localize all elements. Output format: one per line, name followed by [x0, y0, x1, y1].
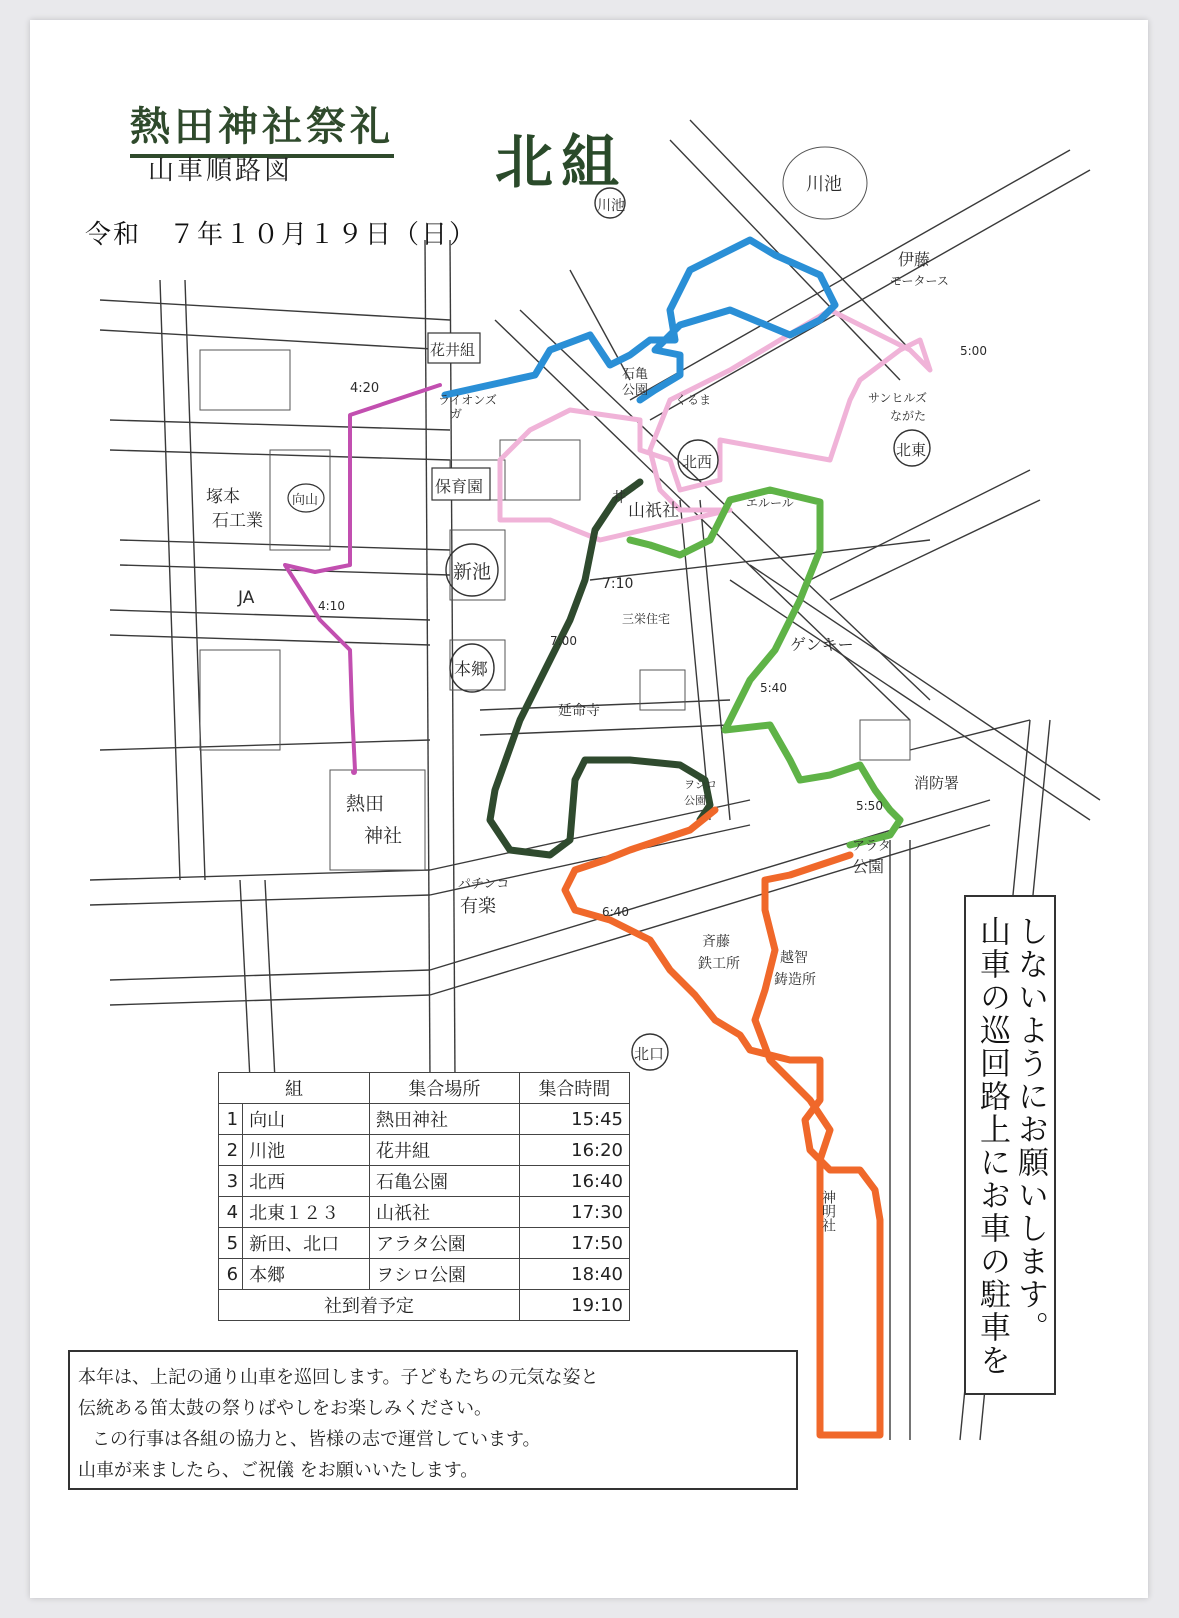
label-time-540: 5:40 — [760, 681, 787, 695]
start-point-mukaiyama — [351, 769, 357, 775]
row-time: 16:20 — [519, 1135, 629, 1166]
label-kuruma: くるま — [675, 393, 712, 407]
table-row — [219, 1135, 630, 1166]
label-koshi-2: 鋳造所 — [774, 972, 816, 988]
row-number: 4 — [219, 1197, 243, 1228]
label-arata-2: 公園 — [852, 857, 885, 876]
schedule-table — [218, 1072, 630, 1321]
row-time: 17:30 — [519, 1197, 629, 1228]
schedule-header-row — [219, 1073, 630, 1104]
arrival-time: 19:10 — [519, 1290, 629, 1321]
row-group: 北東１２３ — [243, 1197, 370, 1228]
label-shinmeisha: 神明社 — [820, 1190, 836, 1232]
label-time-700: 7:00 — [550, 634, 577, 648]
route-mukaiyama — [285, 385, 440, 770]
label-atsuta-shrine-1: 熱田 — [346, 793, 385, 815]
row-group: 新田、北口 — [243, 1228, 370, 1259]
notice-column-2: しないようにお願いします。 — [1012, 915, 1048, 1344]
row-time: 17:50 — [519, 1228, 629, 1259]
row-number: 1 — [219, 1104, 243, 1135]
table-row — [219, 1197, 630, 1228]
label-ito-motors-2: モータース — [890, 274, 949, 288]
label-sangisha-well: 井 — [612, 490, 626, 506]
label-pachinko-2: 有楽 — [460, 896, 496, 917]
label-hemure: エルール — [746, 496, 794, 510]
row-number: 3 — [219, 1166, 243, 1197]
table-row — [219, 1166, 630, 1197]
label-arata-1: アラタ — [852, 839, 891, 854]
label-saito-1: 斉藤 — [702, 934, 730, 950]
label-ishigame-2: 公園 — [622, 383, 649, 398]
group-name: 北組 — [495, 128, 628, 196]
row-number: 2 — [219, 1135, 243, 1166]
row-number: 6 — [219, 1259, 243, 1290]
label-genki: ゲンキー — [790, 635, 854, 654]
label-tsukamoto-1: 塚本 — [206, 487, 240, 507]
row-time: 16:40 — [519, 1166, 629, 1197]
label-shinike: 新池 — [453, 561, 492, 583]
row-group: 本郷 — [243, 1259, 370, 1290]
row-time: 18:40 — [519, 1259, 629, 1290]
message-line-3: この行事は各組の協力と、皆様の志で運営しています。 — [92, 1429, 541, 1450]
label-sunhills-2: ながた — [890, 409, 927, 423]
label-saito-2: 鉄工所 — [698, 956, 740, 972]
label-atsuta-shrine-2: 神社 — [364, 825, 403, 847]
label-woshiro-1: ヲシロ — [684, 778, 717, 791]
row-group: 向山 — [243, 1104, 370, 1135]
row-place: ヲシロ公園 — [369, 1259, 519, 1290]
label-ja: JA — [238, 588, 255, 608]
row-number: 5 — [219, 1228, 243, 1259]
label-hokusei: 北西 — [682, 453, 713, 471]
page-title: 熱田神社祭礼 — [130, 95, 394, 158]
label-kawaike: 川池 — [806, 174, 842, 195]
table-row — [219, 1259, 630, 1290]
arrival-row — [219, 1290, 630, 1321]
building-blocks — [200, 147, 910, 870]
message-line-1: 本年は、上記の通り山車を巡回します。子どもたちの元気な姿と — [78, 1367, 599, 1388]
label-sunhills-1: サンヒルズ — [868, 391, 928, 405]
message-line-4: 山車が来ましたら、ご祝儀 をお願いいたします。 — [78, 1460, 479, 1481]
row-place: アラタ公園 — [369, 1228, 519, 1259]
label-ito-motors-1: 伊藤 — [898, 250, 931, 269]
label-time-640: 6:40 — [602, 905, 629, 919]
label-lions-2: ガ — [450, 407, 463, 421]
arrival-label: 社到着予定 — [219, 1290, 520, 1321]
table-row — [219, 1104, 630, 1135]
label-koshi-1: 越智 — [780, 950, 808, 966]
label-hongo: 本郷 — [454, 660, 488, 680]
row-place: 山祇社 — [369, 1197, 519, 1228]
label-time-500: 5:00 — [960, 344, 987, 358]
label-time-410: 4:10 — [318, 599, 345, 613]
row-place: 熱田神社 — [369, 1104, 519, 1135]
page-subtitle: 山車順路図 — [148, 156, 294, 186]
label-hokuto: 北東 — [896, 441, 927, 459]
label-pachinko-1: パチンコ — [458, 877, 510, 892]
row-group: 川池 — [243, 1135, 370, 1166]
event-date: 令和 ７年１０月１９日（日） — [85, 220, 478, 250]
label-lions-1: ライオンズ — [438, 393, 497, 407]
label-sangisha: 山祇社 — [628, 501, 679, 521]
row-group: 北西 — [243, 1166, 370, 1197]
header-place: 集合場所 — [369, 1073, 519, 1104]
header-group: 組 — [219, 1073, 370, 1104]
label-hanaigumi: 花井組 — [430, 341, 476, 359]
message-box — [68, 1350, 798, 1490]
row-place: 石亀公園 — [369, 1166, 519, 1197]
label-shobosho: 消防署 — [914, 774, 960, 792]
label-woshiro-2: 公園 — [684, 794, 706, 807]
label-san-ei: 三栄住宅 — [622, 612, 671, 626]
label-kawaike-marker: 川池 — [597, 198, 625, 214]
label-time-710: 7:10 — [602, 576, 634, 592]
table-row — [219, 1228, 630, 1259]
label-ishigame-1: 石亀 — [622, 367, 649, 382]
row-place: 花井組 — [369, 1135, 519, 1166]
label-time-420: 4:20 — [350, 381, 380, 396]
label-time-550: 5:50 — [856, 799, 883, 813]
row-time: 15:45 — [519, 1104, 629, 1135]
header-time: 集合時間 — [519, 1073, 629, 1104]
label-mukaiyama: 向山 — [292, 493, 319, 508]
label-hoikuen: 保育園 — [435, 477, 484, 496]
label-kitaguchi: 北口 — [634, 1045, 665, 1063]
notice-column-1: 山車の巡回路上にお車の駐車を — [974, 915, 1010, 1377]
flyer-sheet — [30, 20, 1148, 1598]
message-line-2: 伝統ある笛太鼓の祭りばやしをお楽しみください。 — [78, 1398, 492, 1419]
parking-notice — [964, 895, 1056, 1395]
label-enmeiji: 延命寺 — [558, 703, 600, 719]
label-tsukamoto-2: 石工業 — [212, 511, 263, 531]
